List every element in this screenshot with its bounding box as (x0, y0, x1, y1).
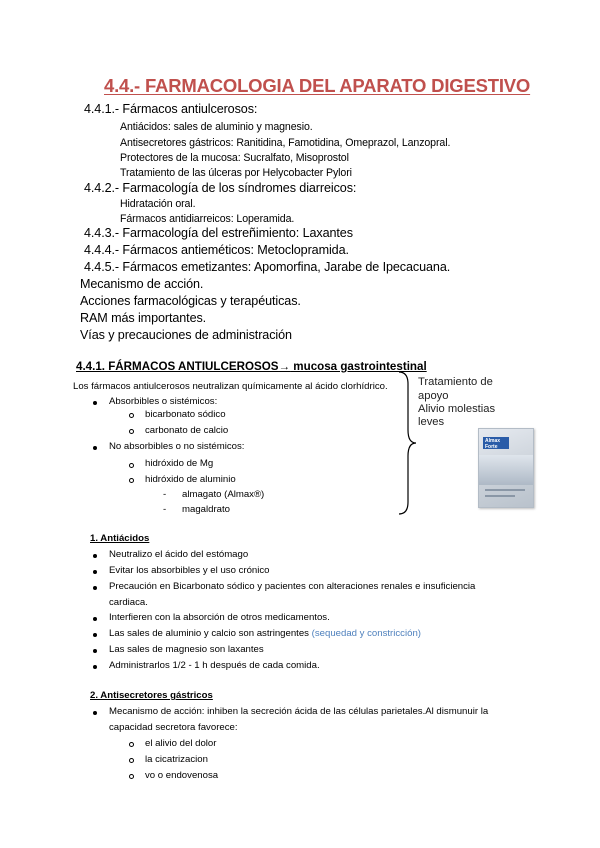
toc-item: Antiácidos: sales de aluminio y magnesio. (120, 121, 313, 133)
circle-bullet-icon (129, 429, 134, 434)
bullet-icon (93, 570, 97, 574)
dash-bullet: - (163, 489, 167, 500)
bullet-icon (93, 446, 97, 450)
highlight-text: (sequedad y constricción) (311, 628, 421, 639)
side-note-line: Tratamiento de (418, 376, 493, 388)
toc-extra: Vías y precauciones de administración (80, 328, 292, 342)
toc-extra: Mecanismo de acción. (80, 277, 204, 291)
list-item: Absorbibles o sistémicos: (109, 396, 218, 407)
circle-bullet-icon (129, 742, 134, 747)
product-band (479, 455, 533, 485)
bullet-icon (93, 554, 97, 558)
almax-product-image (478, 428, 534, 508)
list-item: Mecanismo de acción: inhiben la secreción ácida de las células parietales.Al dismunuir la (109, 706, 489, 717)
toc-section-443: 4.4.3.- Farmacología del estreñimiento: Laxantes (84, 226, 353, 240)
bullet-icon (93, 617, 97, 621)
toc-item: Fármacos antidiarreicos: Loperamida. (120, 213, 295, 225)
list-item: almagato (Almax®) (182, 489, 265, 500)
bullet-icon (93, 665, 97, 669)
list-item-continuation: cardiaca. (109, 597, 148, 608)
circle-bullet-icon (129, 478, 134, 483)
brace-icon (396, 370, 418, 516)
list-item: hidróxido de aluminio (145, 474, 236, 485)
toc-section-442: 4.4.2.- Farmacología de los síndromes diarreicos: (84, 181, 357, 195)
toc-extra: Acciones farmacológicas y terapéuticas. (80, 294, 301, 308)
bullet-icon (93, 586, 97, 590)
side-note-line: apoyo (418, 390, 449, 402)
list-item: Las sales de aluminio y calcio son astringentes (sequedad y constricción) (109, 628, 421, 639)
arrow-icon: → (278, 360, 291, 373)
bullet-icon (93, 633, 97, 637)
list-item-continuation: capacidad secretora favorece: (109, 722, 238, 733)
section-heading: 4.4.1. FÁRMACOS ANTIULCEROSOS→ mucosa gastrointestinal (76, 360, 427, 373)
toc-section-444: 4.4.4.- Fármacos antieméticos: Metoclopramida. (84, 243, 349, 257)
circle-bullet-icon (129, 774, 134, 779)
toc-item: Hidratación oral. (120, 198, 196, 210)
list-item: magaldrato (182, 504, 230, 515)
list-item: Las sales de magnesio son laxantes (109, 644, 264, 655)
toc-section-445: 4.4.5.- Fármacos emetizantes: Apomorfina, Jarabe de Ipecacuana. (84, 260, 451, 274)
bullet-icon (93, 649, 97, 653)
bullet-icon (93, 711, 97, 715)
list-item: Precaución en Bicarbonato sódico y pacientes con alteraciones renales e insuficiencia (109, 581, 476, 592)
bullet-icon (93, 401, 97, 405)
product-detail (485, 489, 525, 491)
list-item: bicarbonato sódico (145, 409, 226, 420)
circle-bullet-icon (129, 463, 134, 468)
toc-item: Antisecretores gástricos: Ranitidina, Famotidina, Omeprazol, Lanzopral. (120, 137, 451, 149)
list-item: Administrarlos 1/2 - 1 h después de cada comida. (109, 660, 320, 671)
list-item: Evitar los absorbibles y el uso crónico (109, 565, 270, 576)
list-item: hidróxido de Mg (145, 458, 214, 469)
toc-item: Tratamiento de las úlceras por Helycobacter Pylori (120, 167, 352, 179)
list-item: Neutralizo el ácido del estómago (109, 549, 249, 560)
list-item: No absorbibles o no sistémicos: (109, 441, 245, 452)
section-intro: Los fármacos antiulcerosos neutralizan químicamente al ácido clorhídrico. (73, 381, 388, 392)
list-item: vo o endovenosa (145, 770, 219, 781)
circle-bullet-icon (129, 758, 134, 763)
toc-section-441: 4.4.1.- Fármacos antiulcerosos: (84, 102, 258, 116)
antisecretores-heading: 2. Antisecretores gástricos (90, 690, 213, 701)
product-detail (485, 495, 515, 497)
product-label: Almax Forte (483, 437, 509, 449)
list-item: la cicatrizacion (145, 754, 208, 765)
list-item: carbonato de calcio (145, 425, 229, 436)
side-note-line: Alivio molestias (418, 403, 496, 415)
list-item: el alivio del dolor (145, 738, 217, 749)
page-title: 4.4.- FARMACOLOGIA DEL APARATO DIGESTIVO (104, 75, 531, 96)
side-note-line: leves (418, 416, 445, 428)
circle-bullet-icon (129, 413, 134, 418)
list-item: Interfieren con la absorción de otros medicamentos. (109, 612, 330, 623)
toc-extra: RAM más importantes. (80, 311, 207, 325)
toc-item: Protectores de la mucosa: Sucralfato, Misoprostol (120, 152, 349, 164)
dash-bullet: - (163, 504, 167, 515)
antiacidos-heading: 1. Antiácidos (90, 533, 150, 544)
